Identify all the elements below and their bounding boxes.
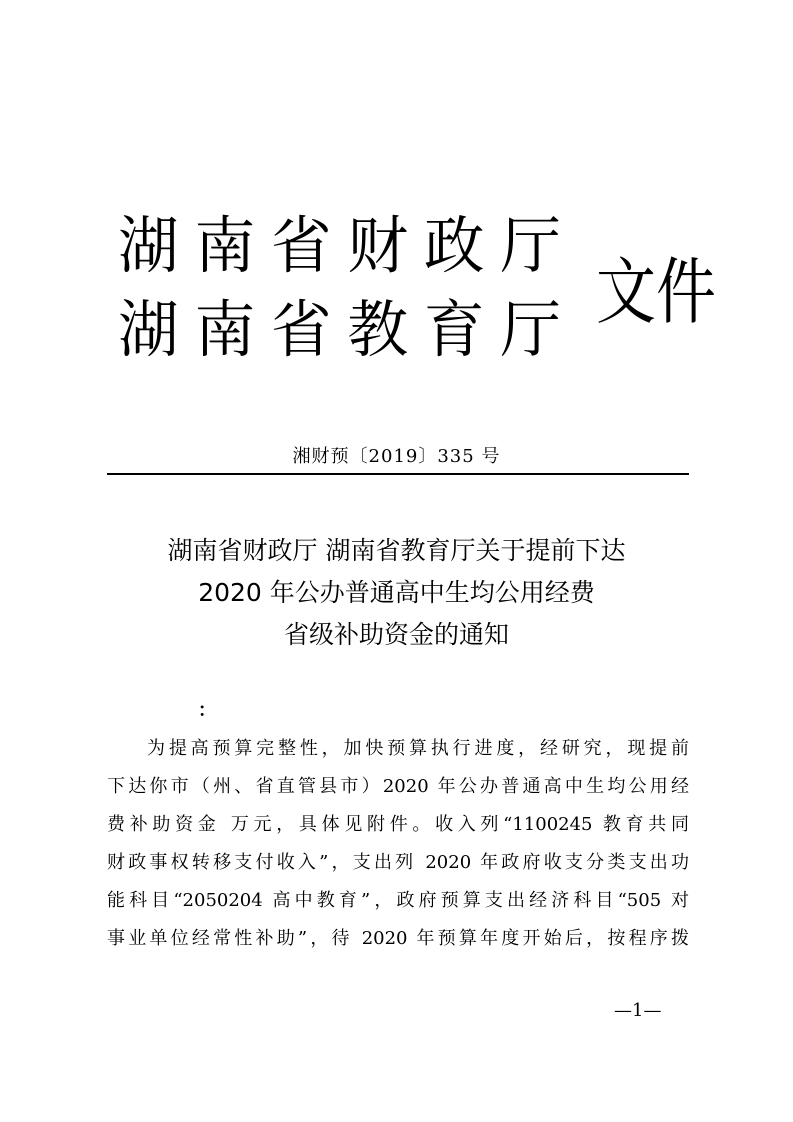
body-paragraph (107, 730, 689, 958)
body-line: 下达你市（州、省直管县市）2020 年公办普通高中生均公用经 (107, 776, 689, 797)
body-line: 费补助资金 万元，具体见附件。收入列“1100245 教育共同 (107, 814, 689, 835)
page-number: —1— (614, 1000, 662, 1021)
document-word: 文件 (596, 251, 716, 335)
addressee: ： (198, 700, 216, 721)
body-line: 能科目“2050204 高中教育”，政府预算支出经济科目“505 对 (107, 890, 689, 911)
issuer-education-department: 湖南省教育厅 (118, 293, 577, 366)
title-line-2: 2020 年公办普通高中生均公用经费 (198, 578, 595, 607)
body-line: 财政事权转移支付收入”，支出列 2020 年政府收支分类支出功 (107, 852, 689, 873)
title-line-1: 湖南省财政厅 湖南省教育厅关于提前下达 (167, 536, 626, 565)
document-number: 湘财预〔2019〕335 号 (292, 446, 501, 467)
document-title (0, 530, 793, 656)
header-divider (107, 473, 689, 475)
body-line: 事业单位经常性补助”，待 2020 年预算年度开始后，按程序拨 (107, 928, 689, 949)
title-line-3: 省级补助资金的通知 (283, 620, 509, 649)
issuer-finance-department: 湖南省财政厅 (118, 209, 577, 282)
issuer-header (118, 205, 716, 380)
body-line: 为提高预算完整性，加快预算执行进度，经研究，现提前 (147, 738, 689, 759)
